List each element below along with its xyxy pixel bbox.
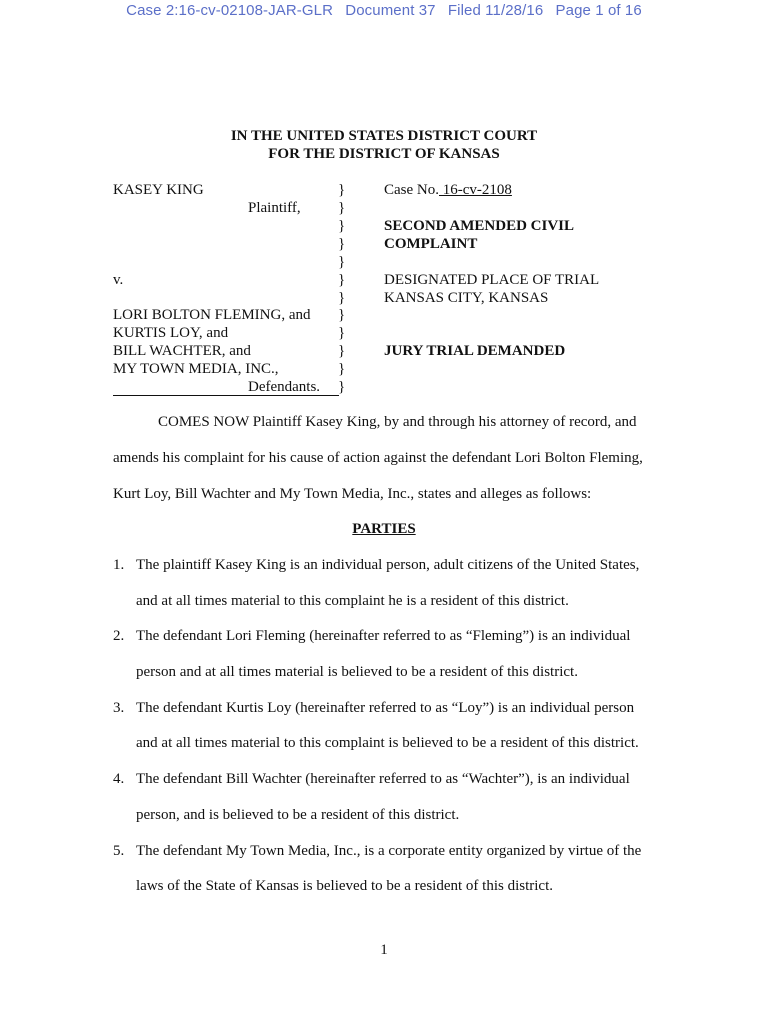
defendant-name: KURTIS LOY, and <box>113 325 229 341</box>
paragraph-line: person, and is believed to be a resident of this district. <box>136 807 460 823</box>
paragraph-number: 1. <box>113 557 125 573</box>
section-heading-parties: PARTIES <box>352 521 416 537</box>
paragraph-line: The defendant Kurtis Loy (hereinafter referred to as “Loy”) is an individual person <box>136 700 635 716</box>
case-number-block <box>384 181 512 199</box>
paragraph-line: The defendant Bill Wachter (hereinafter referred to as “Wachter”), is an individual <box>136 771 630 787</box>
paragraph-line: and at all times material to this complaint he is a resident of this district. <box>136 593 569 609</box>
caption-brace: } <box>338 272 346 288</box>
trial-place-line1: DESIGNATED PLACE OF TRIAL <box>384 272 600 288</box>
caption-brace: } <box>338 218 346 234</box>
case-number-label: Case No. <box>384 182 439 198</box>
intro-line: Kurt Loy, Bill Wachter and My Town Media, Inc., states and alleges as follows: <box>113 486 592 502</box>
caption-brace: } <box>338 325 346 341</box>
paragraph-number: 2. <box>113 628 125 644</box>
paragraph-line: person and at all times material is believed to be a resident of this district. <box>136 664 578 680</box>
stamp-case-number: Case 2:16-cv-02108-JAR-GLR <box>126 2 334 19</box>
defendant-name: BILL WACHTER, and <box>113 343 251 359</box>
caption-brace: } <box>338 343 346 359</box>
paragraph-line: The plaintiff Kasey King is an individual person, adult citizens of the United States, <box>136 557 640 573</box>
caption-brace: } <box>338 379 346 395</box>
caption-underline <box>113 395 339 396</box>
intro-line: amends his complaint for his cause of action against the defendant Lori Bolton Fleming, <box>113 450 643 466</box>
paragraph-line: The defendant My Town Media, Inc., is a corporate entity organized by virtue of the <box>136 843 642 859</box>
defendants-label: Defendants. <box>248 379 321 395</box>
ecf-header-stamp <box>0 2 768 19</box>
stamp-document-number: Document 37 <box>345 2 436 19</box>
plaintiff-name: KASEY KING <box>113 182 204 198</box>
defendant-name: MY TOWN MEDIA, INC., <box>113 361 279 377</box>
caption-brace: } <box>338 361 346 377</box>
intro-line: COMES NOW Plaintiff Kasey King, by and through his attorney of record, and <box>158 414 637 430</box>
caption-brace: } <box>338 254 346 270</box>
caption-brace: } <box>338 307 346 323</box>
case-number-value: 16-cv-2108 <box>439 182 512 198</box>
caption-brace: } <box>338 236 346 252</box>
caption-brace: } <box>338 200 346 216</box>
court-heading-line1: IN THE UNITED STATES DISTRICT COURT <box>230 128 538 144</box>
defendant-name: LORI BOLTON FLEMING, and <box>113 307 311 323</box>
plaintiff-label: Plaintiff, <box>248 200 301 216</box>
paragraph-line: The defendant Lori Fleming (hereinafter referred to as “Fleming”) is an individual <box>136 628 631 644</box>
stamp-filed-date: Filed 11/28/16 <box>447 2 544 19</box>
caption-brace: } <box>338 182 346 198</box>
paragraph-line: and at all times material to this complaint is believed to be a resident of this district. <box>136 735 639 751</box>
paragraph-number: 4. <box>113 771 125 787</box>
caption-brace: } <box>338 290 346 306</box>
versus-label: v. <box>113 272 124 288</box>
pleading-title-line2: COMPLAINT <box>384 236 478 252</box>
page-number: 1 <box>380 942 388 958</box>
trial-place-line2: KANSAS CITY, KANSAS <box>384 290 549 306</box>
paragraph-line: laws of the State of Kansas is believed to be a resident of this district. <box>136 878 553 894</box>
court-heading-line2: FOR THE DISTRICT OF KANSAS <box>268 146 500 162</box>
pleading-title-line1: SECOND AMENDED CIVIL <box>384 218 575 234</box>
paragraph-number: 3. <box>113 700 125 716</box>
stamp-page-count: Page 1 of 16 <box>555 2 642 19</box>
jury-demand: JURY TRIAL DEMANDED <box>384 343 566 359</box>
paragraph-number: 5. <box>113 843 125 859</box>
